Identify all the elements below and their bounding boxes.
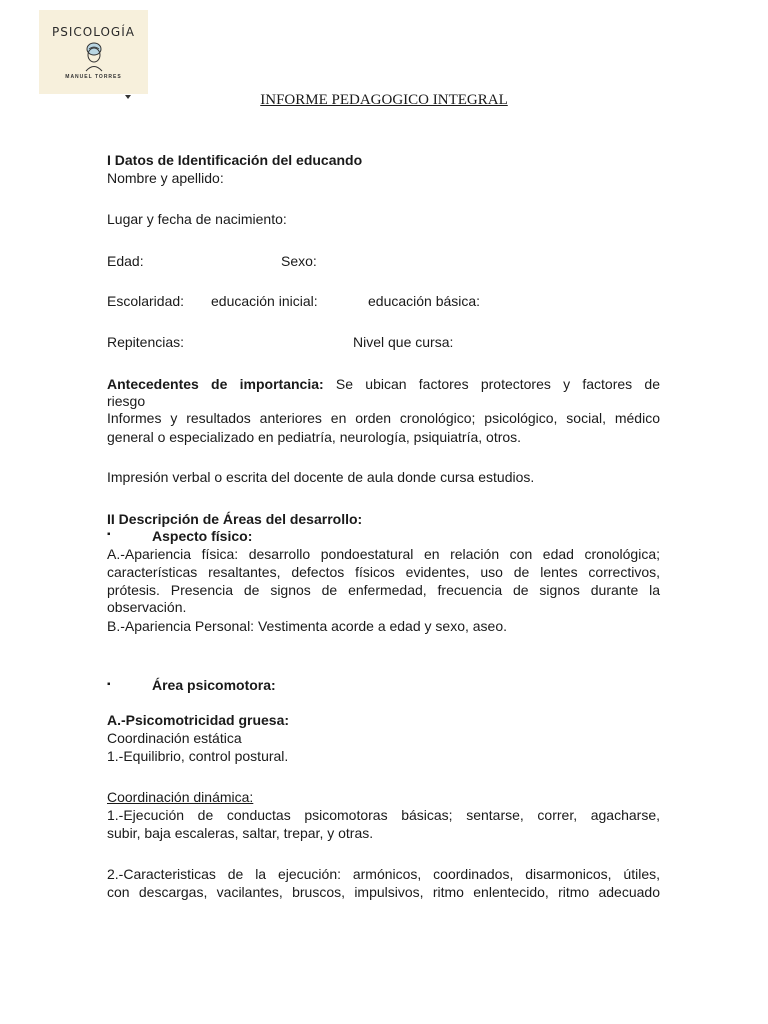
psicomotricidad-gruesa-heading: A.-Psicomotricidad gruesa: [107, 712, 290, 728]
antecedentes-general: general o especializado en pediatría, neurología, psiquiatría, otros. [107, 429, 522, 445]
impresion-docente: Impresión verbal o escrita del docente de aula donde cursa estudios. [107, 469, 535, 485]
antecedentes-riesgo: riesgo [107, 393, 146, 409]
ejecucion-line: subir, baja escaleras, saltar, trepar, y otras. [107, 825, 374, 841]
area-psicomotora-heading: Área psicomotora: [152, 677, 276, 693]
antecedentes-informes: Informes y resultados anteriores en orden cronológico; psicológico, social, médico [107, 410, 660, 426]
antecedentes-line [107, 375, 660, 393]
coordinacion-dinamica: Coordinación dinámica: [107, 789, 254, 805]
apariencia-fisica-line: A.-Apariencia física: desarrollo pondoestatural en relación con edad cronológica; [107, 546, 660, 562]
field-edad: Edad: [107, 253, 144, 269]
document-title: INFORME PEDAGOGICO INTEGRAL [260, 92, 508, 108]
field-nombre: Nombre y apellido: [107, 170, 224, 186]
antecedentes-text: Se ubican factores protectores y factores de [335, 376, 660, 392]
ejecucion-line: 1.-Ejecución de conductas psicomotoras básicas; sentarse, correr, agacharse, [107, 807, 660, 823]
field-educacion-inicial: educación inicial: [211, 293, 318, 309]
apariencia-fisica-line: prótesis. Presencia de signos de enfermedad, frecuencia de signos durante la [107, 582, 660, 598]
bullet-icon: ▪ [107, 529, 111, 540]
field-nivel: Nivel que cursa: [353, 334, 454, 350]
field-escolaridad: Escolaridad: [107, 293, 185, 309]
caracteristicas-line: con descargas, vacilantes, bruscos, impulsivos, ritmo enlentecido, ritmo adecuado [107, 884, 660, 900]
head-illustration-icon [83, 40, 105, 72]
equilibrio-item: 1.-Equilibrio, control postural. [107, 748, 289, 764]
caracteristicas-line: 2.-Caracteristicas de la ejecución: armónicos, coordinados, disarmonicos, útiles, [107, 866, 660, 882]
apariencia-fisica-line: observación. [107, 599, 187, 615]
section2-heading: II Descripción de Áreas del desarrollo: [107, 511, 363, 527]
antecedentes-label: Antecedentes de importancia: [107, 376, 324, 392]
logo-title: PSICOLOGÍA [52, 25, 135, 39]
apariencia-personal: B.-Apariencia Personal: Vestimenta acorde a edad y sexo, aseo. [107, 618, 508, 634]
section1-heading: I Datos de Identificación del educando [107, 152, 363, 168]
field-lugar-fecha: Lugar y fecha de nacimiento: [107, 211, 287, 227]
coordinacion-estatica: Coordinación estática [107, 730, 242, 746]
field-sexo: Sexo: [281, 253, 317, 269]
field-educacion-basica: educación básica: [368, 293, 481, 309]
field-repitencias: Repitencias: [107, 334, 185, 350]
aspecto-fisico-heading: Aspecto físico: [152, 528, 253, 544]
bullet-icon: ▪ [107, 679, 111, 690]
logo-name: MANUEL TORRES [65, 74, 122, 80]
logo [39, 10, 148, 94]
apariencia-fisica-line: características resaltantes, defectos físicos evidentes, uso de lentes correctivos, [107, 564, 660, 580]
